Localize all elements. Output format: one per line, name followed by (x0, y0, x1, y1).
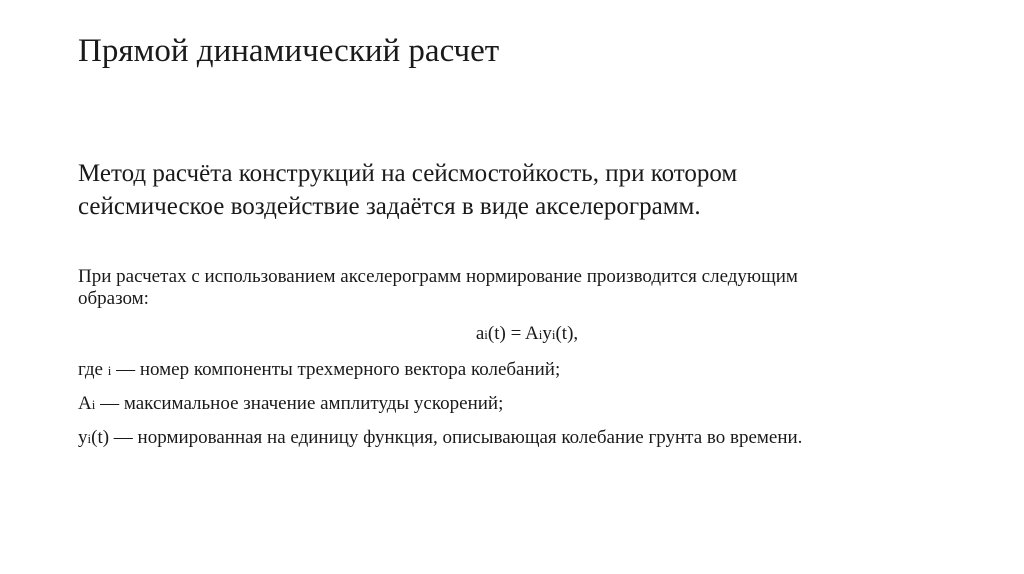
formula-sub-i-3: i (551, 327, 556, 342)
normalization-paragraph (78, 266, 958, 310)
definition-i (78, 358, 560, 383)
definition-a (78, 392, 503, 417)
lead-line-1: Метод расчёта конструкций на сейсмостойкость, при котором (78, 160, 738, 187)
formula-sub-i-1: i (484, 327, 488, 342)
definition-y-symbol: y (78, 427, 88, 448)
slide-title: Прямой динамический расчет (78, 33, 500, 69)
definition-a-text: — максимальное значение амплитуды ускорений; (95, 393, 504, 414)
paragraph-line-2: образом: (78, 288, 149, 309)
normalization-formula (0, 322, 1024, 347)
formula-end: (t), (555, 323, 579, 344)
lead-text (78, 157, 958, 223)
paragraph-line-1: При расчетах с использованием акселерограмм нормирование производится следующим (78, 266, 798, 287)
definition-a-symbol: A (78, 393, 92, 414)
definition-y-text: (t) — нормированная на единицу функция, описывающая колебание грунта во времени. (91, 427, 803, 448)
lead-line-2: сейсмическое воздействие задаётся в виде акселерограмм. (78, 193, 701, 220)
definition-y (78, 426, 802, 451)
formula-sub-i-2: i (538, 327, 543, 342)
formula-y: y (542, 323, 552, 344)
definition-a-sub: i (91, 397, 96, 412)
definition-i-symbol: i (107, 363, 112, 378)
formula-a: a (475, 323, 485, 344)
definition-i-text: — номер компоненты трехмерного вектора колебаний; (111, 359, 561, 380)
definition-i-prefix: где (78, 359, 108, 380)
formula-equals: (t) = A (487, 323, 539, 344)
definition-y-sub: i (87, 431, 92, 446)
